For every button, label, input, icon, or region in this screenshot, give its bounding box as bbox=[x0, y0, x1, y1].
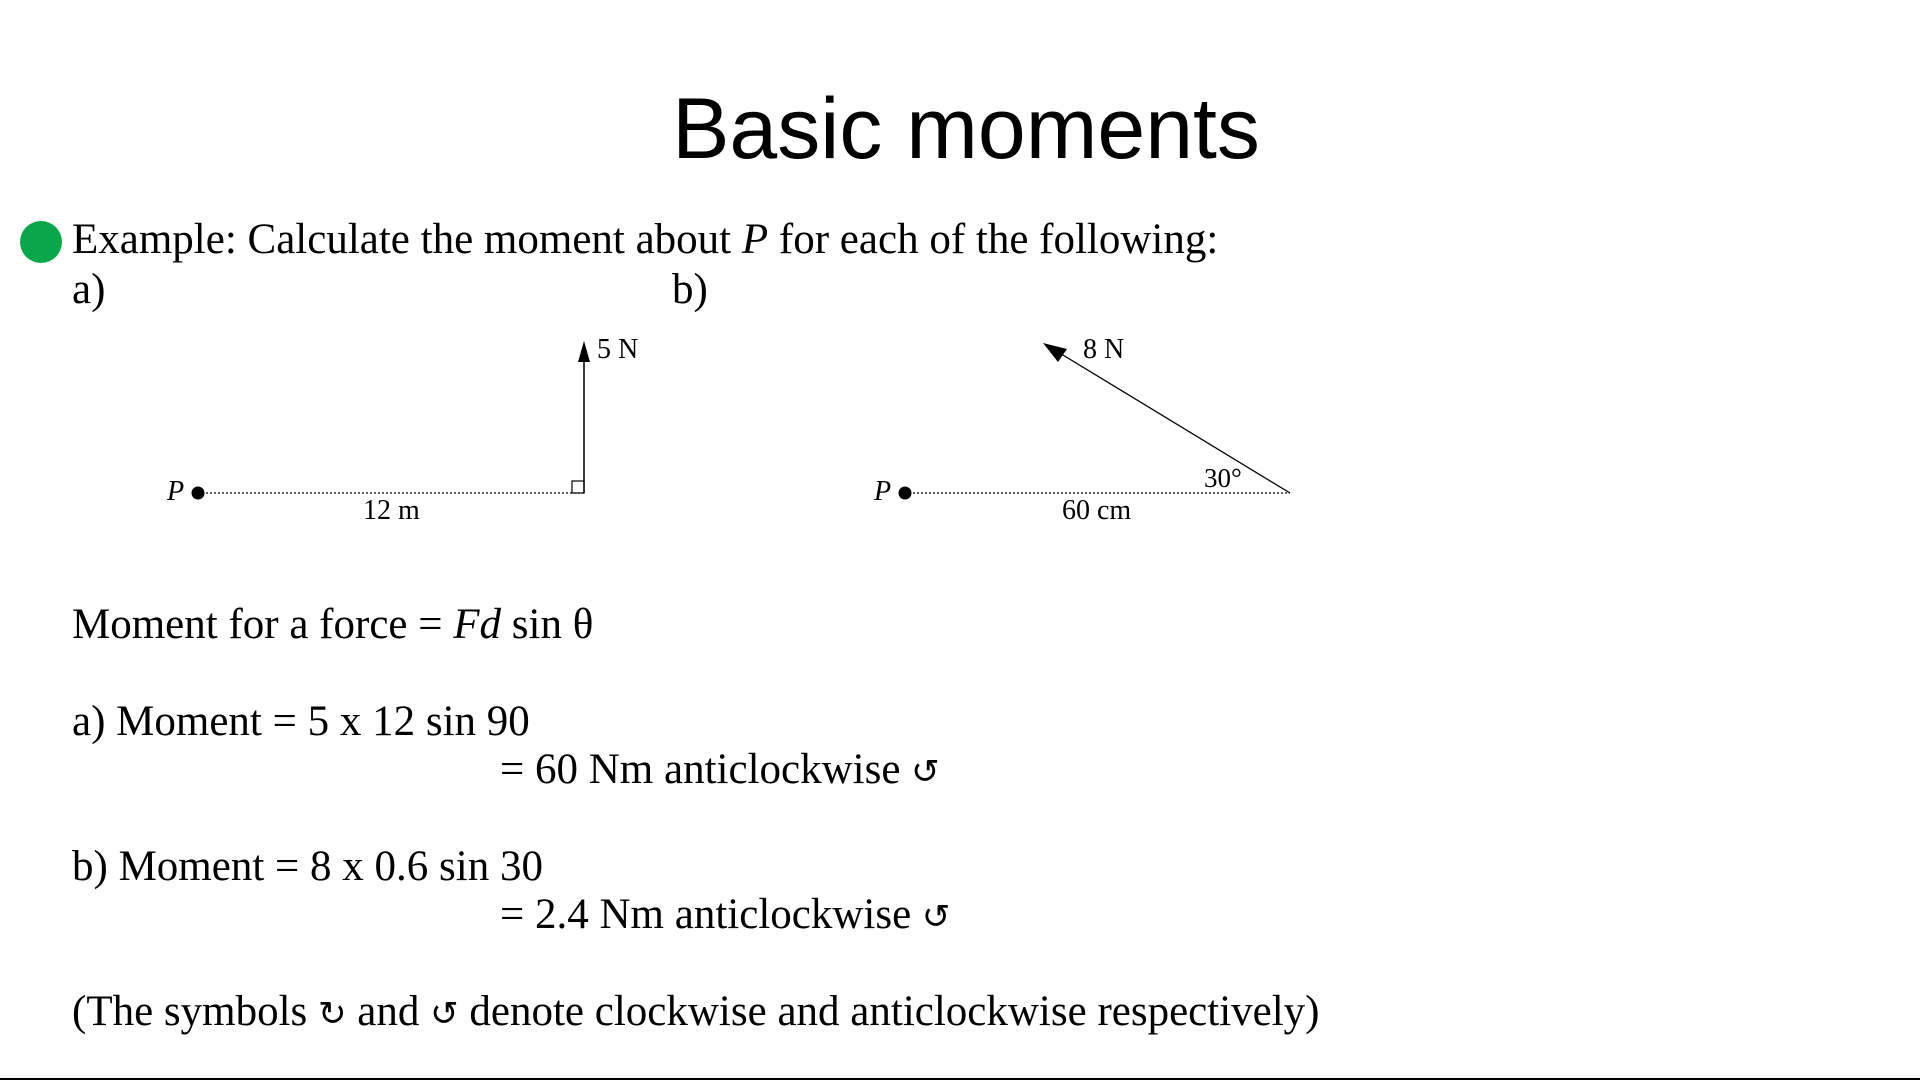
anticlockwise-icon: ↺ bbox=[911, 752, 940, 792]
part-label-a: a) bbox=[72, 266, 106, 313]
note-part2: and bbox=[346, 988, 431, 1035]
slide-title: Basic moments bbox=[672, 81, 1260, 177]
diagram-a-point-dot bbox=[192, 487, 205, 500]
diagram-b-force-line bbox=[1058, 352, 1290, 493]
answer-a-result: = 60 Nm anticlockwise bbox=[500, 746, 901, 793]
diagram-a-point-label: P bbox=[167, 476, 185, 507]
answer-b-line1: b) Moment = 8 x 0.6 sin 30 bbox=[72, 843, 543, 890]
symbols-note bbox=[72, 990, 1320, 1033]
diagram-a bbox=[192, 341, 591, 500]
diagram-b-point-dot bbox=[899, 487, 912, 500]
answer-b-result: = 2.4 Nm anticlockwise bbox=[500, 891, 912, 938]
diagram-a-right-angle-icon bbox=[572, 481, 584, 493]
intro-prefix: Example: Calculate the moment about bbox=[72, 216, 742, 263]
diagram-b-point-label: P bbox=[874, 476, 892, 507]
clockwise-icon: ↻ bbox=[318, 994, 347, 1034]
formula-var: Fd bbox=[453, 601, 502, 648]
note-part1: (The symbols bbox=[72, 988, 319, 1035]
anticlockwise-icon: ↺ bbox=[430, 994, 459, 1034]
diagram-b-arrowhead-icon bbox=[1043, 343, 1067, 362]
answer-a-line1: a) Moment = 5 x 12 sin 90 bbox=[72, 698, 530, 745]
anticlockwise-icon: ↺ bbox=[921, 897, 951, 937]
intro-suffix: for each of the following: bbox=[768, 216, 1219, 263]
diagram-a-arrowhead-icon bbox=[578, 341, 590, 362]
diagram-b-distance-label: 60 cm bbox=[1062, 495, 1132, 526]
formula-prefix: Moment for a force = bbox=[72, 601, 454, 648]
part-label-b: b) bbox=[672, 266, 708, 313]
intro-var: P bbox=[741, 216, 769, 263]
diagram-a-distance-label: 12 m bbox=[363, 495, 420, 526]
answer-b-line2 bbox=[500, 893, 950, 936]
diagram-b-angle-label: 30° bbox=[1204, 463, 1242, 493]
answer-a-line2 bbox=[500, 748, 940, 791]
moment-formula bbox=[72, 603, 593, 646]
diagram-a-force-label: 5 N bbox=[597, 334, 639, 365]
formula-suffix: sin θ bbox=[501, 601, 594, 648]
note-part3: denote clockwise and anticlockwise respectively) bbox=[458, 988, 1320, 1035]
diagram-b-force-label: 8 N bbox=[1083, 334, 1125, 365]
